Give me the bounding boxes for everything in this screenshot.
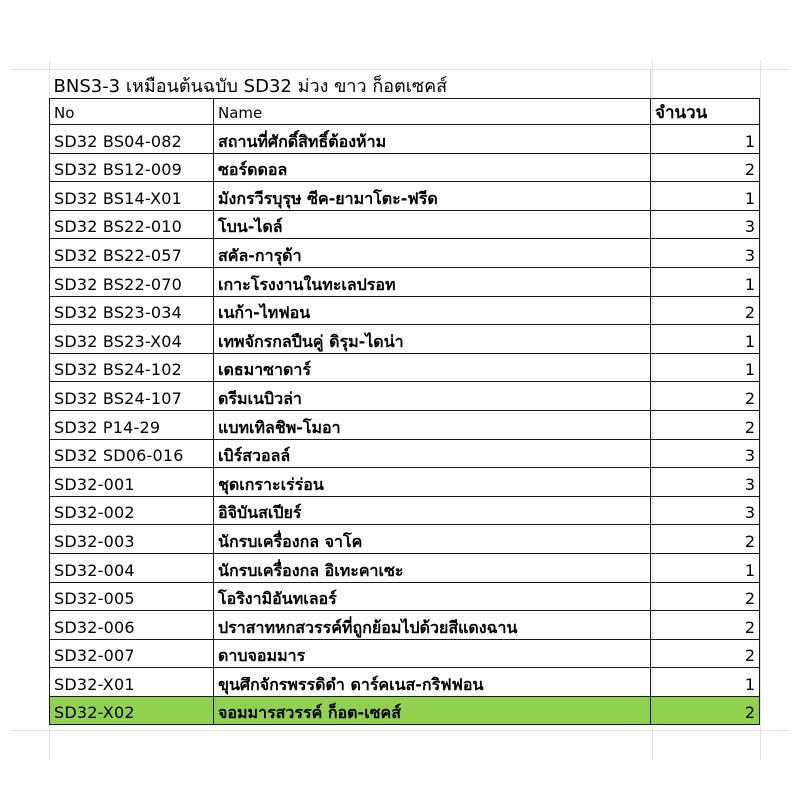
cell-qty[interactable]: 3 [651, 439, 760, 468]
grid-line [760, 60, 761, 760]
cell-qty[interactable]: 2 [651, 582, 760, 611]
table-row [50, 382, 760, 411]
table-row [50, 296, 760, 325]
cell-qty[interactable]: 1 [651, 353, 760, 382]
cell-qty[interactable]: 1 [651, 125, 760, 154]
cell-no[interactable]: SD32-004 [50, 553, 214, 582]
cell-qty[interactable]: 2 [651, 410, 760, 439]
cell-qty[interactable]: 2 [651, 696, 760, 725]
cell-name[interactable]: อิจิบันสเปียร์ [214, 496, 651, 525]
table-row [50, 439, 760, 468]
header-name[interactable]: Name [214, 99, 651, 125]
cell-no[interactable]: SD32 BS12-009 [50, 153, 214, 182]
cell-name[interactable]: นักรบเครื่องกล อิเทะคาเซะ [214, 553, 651, 582]
cell-no[interactable]: SD32 BS22-070 [50, 267, 214, 296]
cell-no[interactable]: SD32 BS24-102 [50, 353, 214, 382]
table-row [50, 210, 760, 239]
table-row [50, 611, 760, 640]
cell-name[interactable]: แบทเทิลชิพ-โมอา [214, 410, 651, 439]
table-row [50, 582, 760, 611]
table-row [50, 696, 760, 725]
table-row [50, 468, 760, 497]
cell-qty[interactable]: 1 [651, 668, 760, 697]
cell-no[interactable]: SD32-003 [50, 525, 214, 554]
cell-no[interactable]: SD32 BS14-X01 [50, 182, 214, 211]
cell-no[interactable]: SD32-002 [50, 496, 214, 525]
table-row [50, 153, 760, 182]
cell-qty[interactable]: 2 [651, 611, 760, 640]
cell-no[interactable]: SD32-001 [50, 468, 214, 497]
grid-line [10, 730, 790, 731]
cell-qty[interactable]: 2 [651, 382, 760, 411]
header-qty[interactable]: จำนวน [651, 99, 760, 125]
cell-qty[interactable]: 3 [651, 239, 760, 268]
header-no[interactable]: No [50, 99, 214, 125]
title-row [50, 69, 760, 99]
table-row [50, 496, 760, 525]
cell-no[interactable]: SD32 BS22-010 [50, 210, 214, 239]
inventory-table [49, 69, 760, 725]
cell-qty[interactable]: 1 [651, 553, 760, 582]
table-row [50, 668, 760, 697]
cell-qty[interactable]: 2 [651, 525, 760, 554]
cell-name[interactable]: เกาะโรงงานในทะเลปรอท [214, 267, 651, 296]
cell-name[interactable]: เทพจักรกลปืนคู่ ดิรุม-ไดน่า [214, 325, 651, 354]
cell-qty[interactable]: 3 [651, 210, 760, 239]
cell-no[interactable]: SD32-X02 [50, 696, 214, 725]
table-row [50, 410, 760, 439]
cell-no[interactable]: SD32 BS23-034 [50, 296, 214, 325]
cell-qty[interactable]: 3 [651, 496, 760, 525]
table-row [50, 239, 760, 268]
cell-qty[interactable]: 2 [651, 296, 760, 325]
cell-no[interactable]: SD32 P14-29 [50, 410, 214, 439]
cell-name[interactable]: สถานที่ศักดิ์สิทธิ์ต้องห้าม [214, 125, 651, 154]
header-row [50, 99, 760, 125]
cell-qty[interactable]: 1 [651, 267, 760, 296]
cell-qty[interactable]: 2 [651, 639, 760, 668]
table-row [50, 325, 760, 354]
title-spacer-cell[interactable] [651, 69, 760, 99]
cell-name[interactable]: ดาบจอมมาร [214, 639, 651, 668]
cell-name[interactable]: เดธมาซาดาร์ [214, 353, 651, 382]
cell-no[interactable]: SD32 SD06-016 [50, 439, 214, 468]
table-row [50, 553, 760, 582]
cell-no[interactable]: SD32 BS04-082 [50, 125, 214, 154]
cell-name[interactable]: นักรบเครื่องกล จาโค [214, 525, 651, 554]
cell-qty[interactable]: 1 [651, 182, 760, 211]
table-row [50, 182, 760, 211]
cell-no[interactable]: SD32-X01 [50, 668, 214, 697]
cell-name[interactable]: ขุนศึกจักรพรรดิดำ ดาร์คเนส-กริฟฟอน [214, 668, 651, 697]
table-row [50, 125, 760, 154]
cell-name[interactable]: ชุดเกราะเร่ร่อน [214, 468, 651, 497]
cell-name[interactable]: โอริงามิอันทเลอร์ [214, 582, 651, 611]
cell-no[interactable]: SD32 BS24-107 [50, 382, 214, 411]
cell-no[interactable]: SD32-006 [50, 611, 214, 640]
table-row [50, 267, 760, 296]
cell-name[interactable]: มังกรวีรบุรุษ ซีค-ยามาโตะ-ฟรีด [214, 182, 651, 211]
sheet-title[interactable]: BNS3-3 เหมือนต้นฉบับ SD32 ม่วง ขาว ก็อตเซคส์ [50, 69, 651, 99]
cell-name[interactable]: เนก้า-ไทฟอน [214, 296, 651, 325]
table-row [50, 639, 760, 668]
cell-name[interactable]: ซอร์ดดอล [214, 153, 651, 182]
cell-qty[interactable]: 1 [651, 325, 760, 354]
cell-no[interactable]: SD32-005 [50, 582, 214, 611]
cell-name[interactable]: โบน-ไดล์ [214, 210, 651, 239]
cell-name[interactable]: เบิร์สวอลล์ [214, 439, 651, 468]
cell-no[interactable]: SD32-007 [50, 639, 214, 668]
cell-qty[interactable]: 2 [651, 153, 760, 182]
table-row [50, 525, 760, 554]
cell-no[interactable]: SD32 BS22-057 [50, 239, 214, 268]
cell-name[interactable]: สคัล-การุด้า [214, 239, 651, 268]
cell-name[interactable]: จอมมารสวรรค์ ก็อต-เซคส์ [214, 696, 651, 725]
table-row [50, 353, 760, 382]
cell-no[interactable]: SD32 BS23-X04 [50, 325, 214, 354]
cell-name[interactable]: ปราสาทหกสวรรค์ที่ถูกย้อมไปด้วยสีแดงฉาน [214, 611, 651, 640]
cell-qty[interactable]: 3 [651, 468, 760, 497]
cell-name[interactable]: ดรีมเนบิวล่า [214, 382, 651, 411]
